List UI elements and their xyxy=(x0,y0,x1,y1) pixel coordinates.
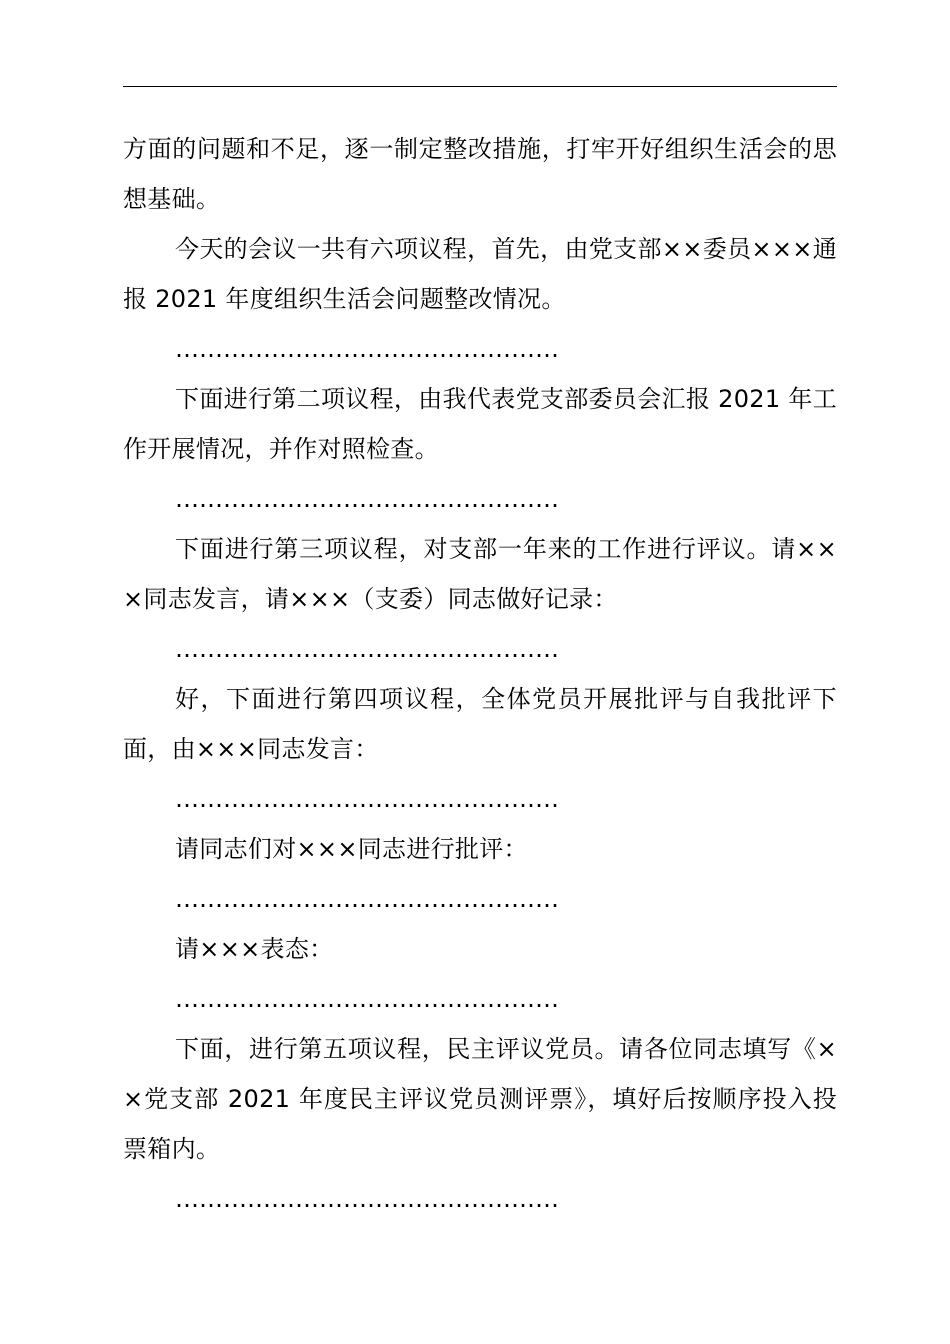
document-body xyxy=(123,124,837,1224)
paragraph: 好，下面进行第四项议程，全体党员开展批评与自我批评下面，由×××同志发言： xyxy=(123,685,837,763)
paragraph: 下面进行第三项议程，对支部一年来的工作进行评议。请×××同志发言，请×××（支委）同志做好记录： xyxy=(123,535,837,613)
paragraph: 请×××表态： xyxy=(175,935,334,963)
ellipsis-line: ………………………………………… xyxy=(175,985,559,1013)
paragraph: 请同志们对×××同志进行批评： xyxy=(175,835,528,863)
ellipsis-line: ………………………………………… xyxy=(175,335,559,363)
ellipsis-line: ………………………………………… xyxy=(175,1185,559,1213)
ellipsis-line: ………………………………………… xyxy=(175,785,559,813)
ellipsis-line: ………………………………………… xyxy=(175,635,559,663)
header-rule xyxy=(123,86,837,87)
paragraph: 下面，进行第五项议程，民主评议党员。请各位同志填写《××党支部 2021 年度民主评议党员测评票》，填好后按顺序投入投票箱内。 xyxy=(123,1035,837,1163)
paragraph: 今天的会议一共有六项议程，首先，由党支部××委员×××通报 2021 年度组织生活会问题整改情况。 xyxy=(123,235,837,313)
ellipsis-line: ………………………………………… xyxy=(175,885,559,913)
paragraph: 方面的问题和不足，逐一制定整改措施，打牢开好组织生活会的思想基础。 xyxy=(123,135,837,213)
ellipsis-line: ………………………………………… xyxy=(175,485,559,513)
paragraph: 下面进行第二项议程，由我代表党支部委员会汇报 2021 年工作开展情况，并作对照检查。 xyxy=(123,385,837,463)
